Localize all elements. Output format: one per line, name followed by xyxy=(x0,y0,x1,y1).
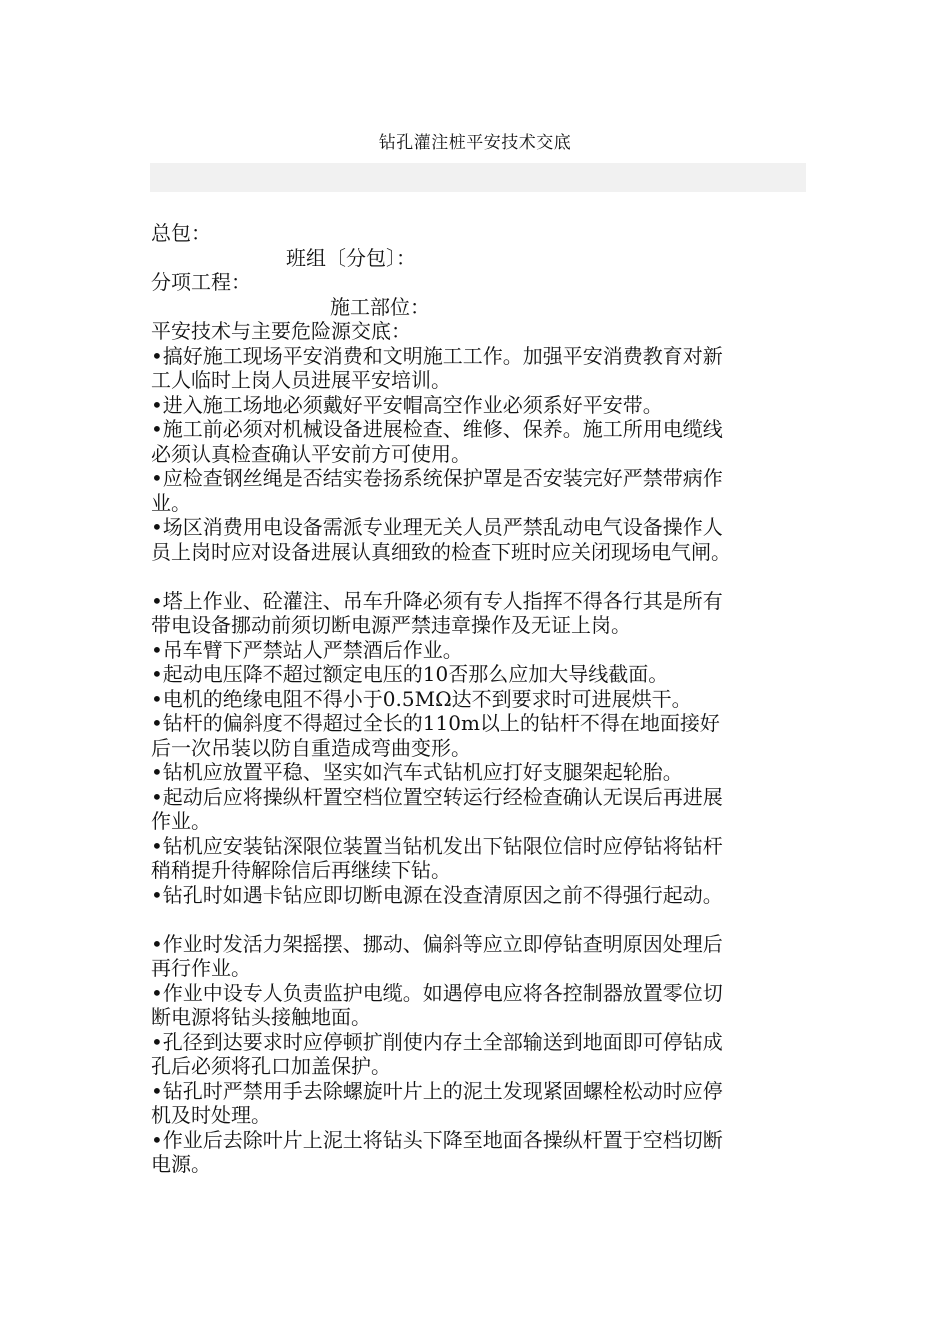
item-line: 必须认真检查确认平安前方可使用。 xyxy=(151,441,471,466)
item-line: •钻机应安装钻深限位装置当钻机发出下钻限位信时应停钻将钻杆 xyxy=(151,833,723,858)
safety-item xyxy=(151,662,806,687)
item-line: •进入施工场地必须戴好平安帽高空作业必须系好平安带。 xyxy=(151,392,663,417)
item-line: 再行作业。 xyxy=(151,956,251,980)
item-line: •场区消费用电设备需派专业理无关人员严禁乱动电气设备操作人 xyxy=(151,515,723,539)
safety-item xyxy=(151,785,806,834)
item-line: •搞好施工现场平安消费和文明施工工作。加强平安消费教育对新 xyxy=(151,343,723,368)
header-band xyxy=(150,163,806,192)
item-line: 业。 xyxy=(151,490,191,515)
item-line: •起动后应将操纵杆置空档位置空转运行经检查确认无误后再进展 xyxy=(151,784,723,809)
safety-item xyxy=(151,981,806,1030)
safety-item xyxy=(151,687,806,712)
intro-heading: 平安技术与主要危险源交底： xyxy=(151,319,411,343)
safety-item xyxy=(151,883,806,908)
item-line: 作业。 xyxy=(151,809,211,833)
safety-item xyxy=(151,466,806,515)
safety-item xyxy=(151,393,806,418)
safety-item xyxy=(151,932,806,981)
safety-item xyxy=(151,638,806,663)
safety-item xyxy=(151,760,806,785)
team-label: 班组〔分包〕： xyxy=(286,245,416,270)
location-label: 施工部位： xyxy=(330,294,430,319)
paragraph-gap xyxy=(151,907,806,932)
item-line: •孔径到达要求时应停顿扩削使内存土全部输送到地面即可停钻成 xyxy=(151,1029,723,1054)
item-line: •钻孔时如遇卡钻应即切断电源在没查清原因之前不得强行起动。 xyxy=(151,882,723,907)
sub-project-label: 分项工程： xyxy=(151,270,251,294)
general-contractor-label: 总包： xyxy=(151,221,211,245)
item-line: 后一次吊装以防自重造成弯曲变形。 xyxy=(151,735,471,760)
item-line: •塔上作业、砼灌注、吊车升降必须有专人指挥不得各行其是所有 xyxy=(151,588,723,613)
item-line: 电源。 xyxy=(151,1152,211,1176)
item-line: •钻孔时严禁用手去除螺旋叶片上的泥土发现紧固螺栓松动时应停 xyxy=(151,1078,723,1103)
document-title: 钻孔灌注桩平安技术交底 xyxy=(378,133,572,153)
safety-item xyxy=(151,834,806,883)
safety-item xyxy=(151,515,806,564)
item-line: •施工前必须对机械设备进展检查、维修、保养。施工所用电缆线 xyxy=(151,417,723,441)
safety-item xyxy=(151,417,806,466)
item-line: 断电源将钻头接触地面。 xyxy=(151,1005,371,1029)
item-line: 员上岗时应对设备进展认真细致的检查下班时应关闭现场电气闸。 xyxy=(151,539,731,564)
item-line: •起动电压降不超过额定电压的10否那么应加大导线截面。 xyxy=(151,662,669,686)
item-line: •作业后去除叶片上泥土将钻头下降至地面各操纵杆置于空档切断 xyxy=(151,1127,723,1152)
item-line: 工人临时上岗人员进展平安培训。 xyxy=(151,368,451,392)
safety-item xyxy=(151,344,806,393)
item-line: 稍稍提升待解除信后再继续下钻。 xyxy=(151,858,451,882)
item-line: •钻杆的偏斜度不得超过全长的110m以上的钻杆不得在地面接好 xyxy=(151,711,720,735)
safety-item xyxy=(151,1079,806,1128)
item-line: •钻机应放置平稳、坚实如汽车式钻机应打好支腿架起轮胎。 xyxy=(151,760,683,784)
item-line: •作业中设专人负责监护电缆。如遇停电应将各控制器放置零位切 xyxy=(151,980,723,1005)
paragraph-gap xyxy=(151,564,806,589)
item-line: 孔后必须将孔口加盖保护。 xyxy=(151,1054,391,1078)
item-line: •吊车臂下严禁站人严禁酒后作业。 xyxy=(151,637,463,662)
item-line: •电机的绝缘电阻不得小于0.5MΩ达不到要求时可进展烘干。 xyxy=(151,686,692,711)
safety-item xyxy=(151,1030,806,1079)
item-line: •作业时发活力架摇摆、挪动、偏斜等应立即停钻查明原因处理后 xyxy=(151,931,723,956)
item-line: •应检查钢丝绳是否结实卷扬系统保护罩是否安装完好严禁带病作 xyxy=(151,466,723,490)
safety-item xyxy=(151,1128,806,1177)
document-body xyxy=(151,221,806,1177)
item-line: 机及时处理。 xyxy=(151,1103,271,1127)
safety-item xyxy=(151,589,806,638)
item-line: 带电设备挪动前须切断电源严禁违章操作及无证上岗。 xyxy=(151,613,631,637)
safety-item xyxy=(151,711,806,760)
